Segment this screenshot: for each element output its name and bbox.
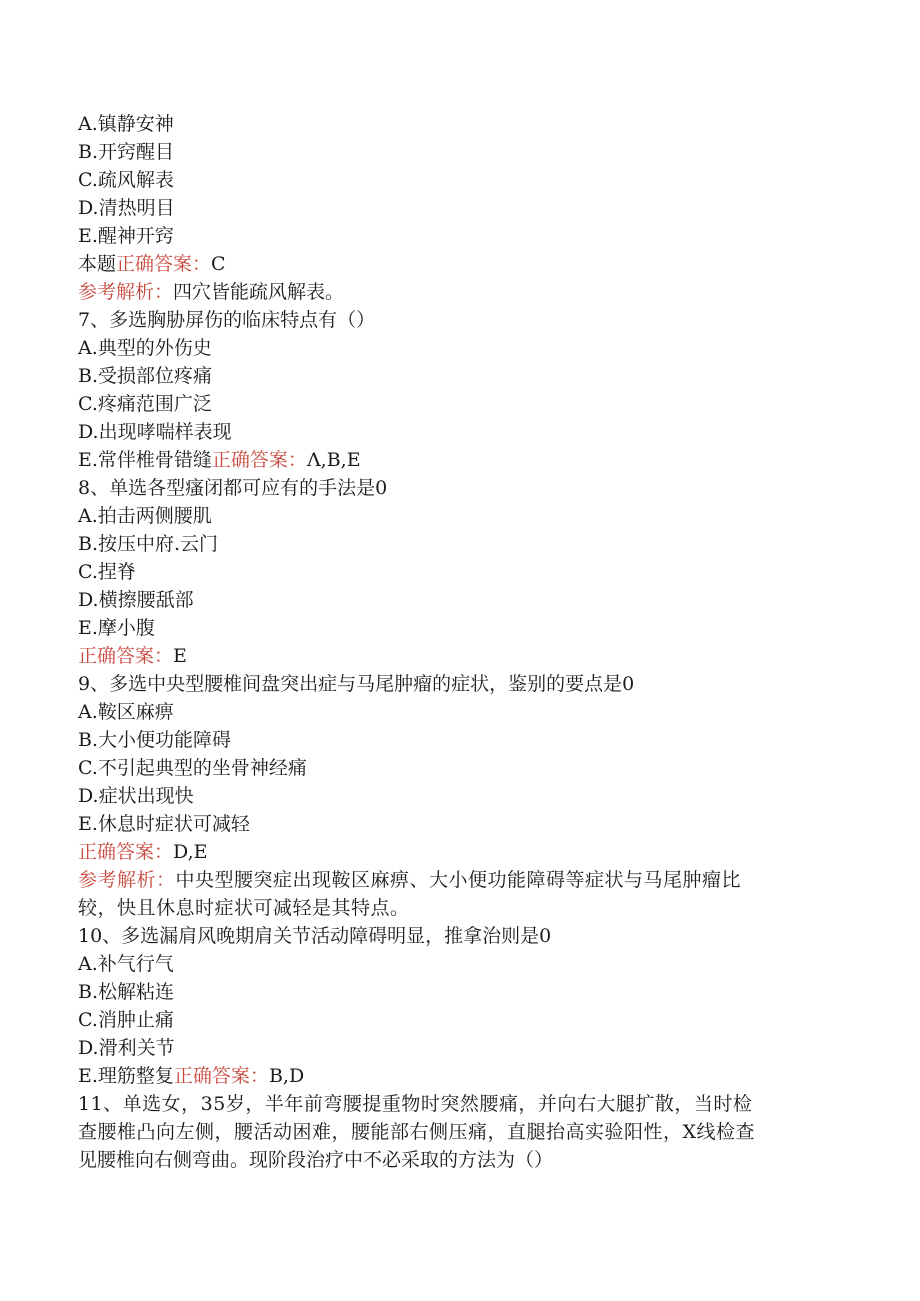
question-stem-continuation: 见腰椎向右侧弯曲。现阶段治疗中不必采取的方法为（） [78,1149,554,1171]
analysis-text: 中央型腰突症出现鞍区麻痹、大小便功能障碍等症状与马尾肿瘤比 [175,869,742,891]
option-e-with-answer [78,446,361,474]
option-c: C.疼痛范围广泛 [78,393,212,415]
answer-value: E [173,645,187,667]
option-e: E.理筋整复 [78,1065,174,1087]
option-e: E.摩小腹 [78,617,155,639]
option-b: B.按压中府.云门 [78,533,219,555]
option-a: A.拍击两侧腰肌 [78,505,212,527]
option-c: C.消肿止痛 [78,1009,174,1031]
answer-label: 正确答案： [78,645,174,667]
option-d: D.滑利关节 [78,1037,175,1059]
answer-value: C [211,253,226,275]
option-e: E.常伴椎骨错缝 [78,449,212,471]
answer-prefix: 本题 [78,253,117,275]
option-c: C.疏风解表 [78,169,174,191]
question-stem: 9、多选中央型腰椎间盘突出症与马尾肿瘤的症状，鉴别的要点是0 [78,673,635,695]
answer-label: 正确答案： [211,449,307,471]
analysis-line [78,866,741,894]
answer-label: 正确答案： [116,253,212,275]
option-a: A.镇静安神 [78,113,174,135]
option-a: A.补气行气 [78,953,174,975]
analysis-line [78,278,344,306]
option-b: B.松解粘连 [78,981,175,1003]
answer-label: 正确答案： [78,841,174,863]
answer-value: B,D [268,1065,305,1087]
option-b: B.受损部位疼痛 [78,365,213,387]
question-stem: 7、多选胸胁屏伤的临床特点有（） [78,309,376,331]
option-a: A.鞍区麻痹 [78,701,174,723]
analysis-label: 参考解析： [78,281,174,303]
option-b: B.大小便功能障碍 [78,729,232,751]
option-b: B.开窍醒目 [78,141,175,163]
question-stem: 11、单选女，35岁，半年前弯腰提重物时突然腰痛，并向右大腿扩散，当时检 [78,1093,753,1115]
answer-value: Λ,B,E [306,449,361,471]
question-stem: 10、多选漏肩风晚期肩关节活动障碍明显，推拿治则是0 [78,925,552,947]
option-d: D.清热明目 [78,197,175,219]
option-d: D.出现哮喘样表现 [78,421,232,443]
answer-line [78,838,207,866]
option-c: C.不引起典型的坐骨神经痛 [78,757,307,779]
option-e-with-answer [78,1062,304,1090]
answer-value: D,E [173,841,208,863]
analysis-continuation: 较，快且休息时症状可减轻是其特点。 [78,897,410,919]
option-d: D.症状出现快 [78,785,194,807]
option-d: D.横擦腰舐部 [78,589,194,611]
question-stem-continuation: 查腰椎凸向左侧，腰活动困难，腰能部右侧压痛，直腿抬高实验阳性，X线检查 [78,1121,756,1143]
analysis-label: 参考解析： [78,869,176,891]
option-e: E.醒神开窍 [78,225,174,247]
question-stem: 8、单选各型瘙闭都可应有的手法是0 [78,477,388,499]
option-e: E.休息时症状可减轻 [78,813,250,835]
analysis-text: 四穴皆能疏风解表。 [173,281,345,303]
answer-label: 正确答案： [173,1065,269,1087]
option-c: C.捏脊 [78,561,136,583]
option-a: A.典型的外伤史 [78,337,212,359]
answer-line [78,642,187,670]
answer-line [78,250,226,278]
